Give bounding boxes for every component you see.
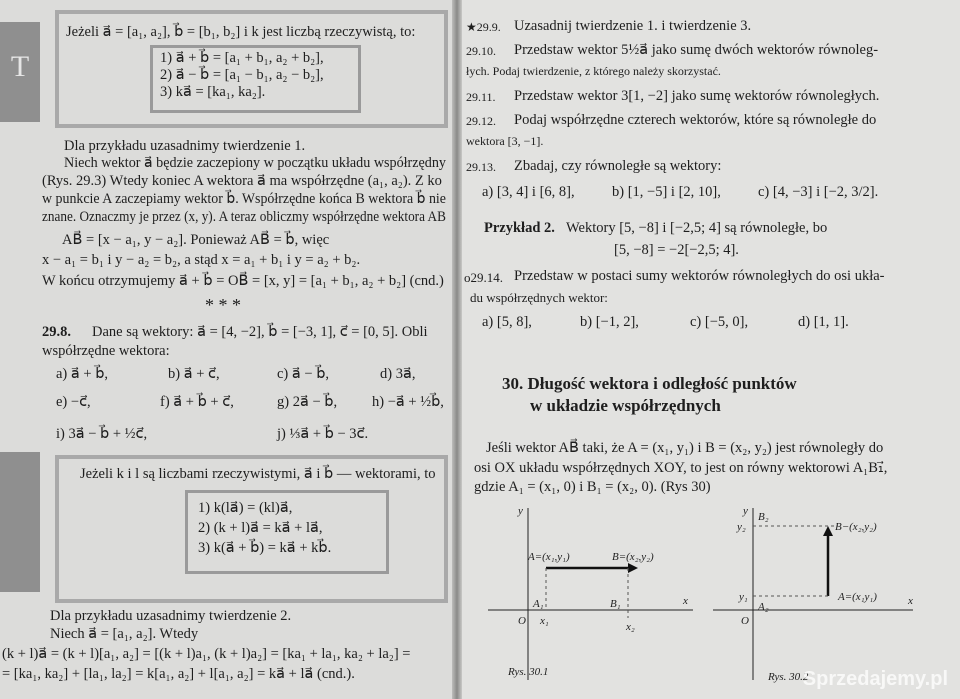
exercise-text: Podaj współrzędne czterech wektorów, które są równoległe do	[514, 112, 877, 128]
exercise-option: j) ⅓a⃗ + b⃗ − 3c⃗.	[277, 426, 369, 442]
exercise-option: b) [−1, 2],	[580, 314, 639, 330]
exercise-option: d) [1, 1].	[798, 314, 849, 330]
section-title: 30. Długość wektora i odległość punktów	[502, 374, 797, 393]
point-a-label: A=(x₁y₁)	[838, 591, 877, 603]
text-line: Dla przykładu uzasadnimy twierdzenie 2.	[50, 608, 292, 624]
point-b2-label: B₂	[758, 511, 769, 523]
exercise-text: Uzasadnij twierdzenie 1. i twierdzenie 3.	[514, 18, 752, 34]
y1-label: y₁	[739, 591, 748, 603]
exercise-option: f) a⃗ + b⃗ + c⃗,	[160, 394, 234, 410]
theorem-item: 2) a⃗ − b⃗ = [a₁ − b₁, a₂ − b₂],	[160, 67, 324, 83]
right-page	[462, 0, 960, 699]
exercise-number: 29.13.	[466, 160, 496, 174]
origin-label: O	[741, 615, 749, 627]
exercise-text: wektora [3, −1].	[466, 134, 544, 148]
exercise-option: b) a⃗ + c⃗,	[168, 366, 220, 382]
text-line: = [ka₁, ka₂] + [la₁, la₂] = k[a₁, a₂] + l[a₁, a₂] = ka⃗ + la⃗ (cnd.).	[2, 666, 355, 682]
example-label: Przykład 2.	[484, 220, 555, 236]
axis-label-x: x	[683, 595, 688, 607]
text-line: (Rys. 29.3) Wtedy koniec A wektora a⃗ ma współrzędne (a₁, a₂). Z ko	[42, 173, 442, 189]
exercise-option: h) −a⃗ + ½b⃗,	[372, 394, 444, 410]
figure-caption: Rys. 30.2	[768, 671, 809, 683]
exercise-option: c) [4, −3] i [−2, 3/2].	[758, 184, 879, 200]
watermark: Sprzedajemy.pl	[802, 668, 948, 690]
axis-label-x: x	[908, 595, 913, 607]
text-line: Jeśli wektor AB⃗ taki, że A = (x₁, y₁) i B = (x₂, y₂) jest równoległy do	[486, 440, 884, 456]
text-line: Niech a⃗ = [a₁, a₂]. Wtedy	[50, 626, 199, 642]
text-line: (k + l)a⃗ = (k + l)[a₁, a₂] = [(k + l)a₁, (k + l)a₂] = [ka₁ + la₁, ka₂ + la₂] =	[2, 646, 411, 662]
exercise-option: i) 3a⃗ − b⃗ + ½c⃗,	[56, 426, 148, 442]
point-a-label: A=(x₁,y₁)	[528, 551, 570, 563]
exercise-option: d) 3a⃗,	[380, 366, 416, 382]
y2-label: y₂	[737, 521, 746, 533]
exercise-option: a) [3, 4] i [6, 8],	[482, 184, 575, 200]
point-b-label: B−(x₂,y₂)	[835, 521, 877, 533]
section-tab-2	[0, 452, 40, 592]
exercise-number: 29.10.	[466, 44, 496, 58]
text-line: w punkcie A zaczepiamy wektor b⃗. Współrzędne końca B wektora b⃗ nie	[42, 191, 446, 207]
exercise-text: Zbadaj, czy równoległe są wektory:	[514, 158, 722, 174]
theorem-item: 1) a⃗ + b⃗ = [a₁ + b₁, a₂ + b₂],	[160, 50, 324, 66]
figure-caption: Rys. 30.1	[508, 666, 549, 678]
separator-stars: * * *	[205, 295, 241, 315]
exercise-text: Przedstaw wektor 5½a⃗ jako sumę dwóch wektorów równoleg-	[514, 42, 879, 58]
theorem-item: 3) ka⃗ = [ka₁, ka₂].	[160, 84, 266, 100]
theorem-intro: Jeżeli a⃗ = [a₁, a₂], b⃗ = [b₁, b₂] i k jest liczbą rzeczywistą, to:	[66, 24, 416, 40]
text-line: znane. Oznaczmy je przez (x, y). A teraz obliczmy współrzędne wektora AB	[42, 209, 446, 225]
section-tab: T	[0, 22, 40, 122]
book-spine	[452, 0, 462, 699]
point-b-label: B=(x₂,y₂)	[612, 551, 654, 563]
theorem-item: 1) k(la⃗) = (kl)a⃗,	[198, 500, 293, 516]
exercise-number: 29.11.	[466, 90, 496, 104]
text-line: Niech wektor a⃗ będzie zaczepiony w początku układu współrzędny	[64, 155, 446, 171]
exercise-text: Przedstaw wektor 3[1, −2] jako sumę wektorów równoległych.	[514, 88, 880, 104]
axis-label-y: y	[518, 505, 523, 517]
point-b1-label: B₁	[610, 598, 621, 610]
exercise-option: c) a⃗ − b⃗,	[277, 366, 330, 382]
text-line: osi OX układu współrzędnych XOY, to jest on równy wektorowi A₁B₁⃗,	[474, 460, 888, 476]
exercise-number: o29.14.	[464, 270, 503, 285]
exercise-option: e) −c⃗,	[56, 394, 91, 410]
theorem-item: 3) k(a⃗ + b⃗) = ka⃗ + kb⃗.	[198, 540, 332, 556]
text-line: W końcu otrzymujemy a⃗ + b⃗ = OB⃗ = [x, y] = [a₁ + b₁, a₂ + b₂] (cnd.)	[42, 273, 444, 289]
example-equation: [5, −8] = −2[−2,5; 4].	[614, 242, 739, 258]
figure-30-1	[478, 500, 708, 690]
exercise-text: współrzędne wektora:	[42, 343, 170, 359]
exercise-option: g) 2a⃗ − b⃗,	[277, 394, 338, 410]
exercise-option: c) [−5, 0],	[690, 314, 749, 330]
text-line: AB⃗ = [x − a₁, y − a₂]. Ponieważ AB⃗ = b⃗, więc	[62, 232, 330, 248]
left-page	[0, 0, 452, 699]
exercise-text: Dane są wektory: a⃗ = [4, −2], b⃗ = [−3, 1], c⃗ = [0, 5]. Obli	[92, 324, 428, 340]
theorem-intro: Jeżeli k i l są liczbami rzeczywistymi, a⃗ i b⃗ — wektorami, to	[80, 466, 436, 482]
exercise-number: 29.12.	[466, 114, 496, 128]
exercise-number: 29.8.	[42, 324, 71, 340]
text-line: x − a₁ = b₁ i y − a₂ = b₂, a stąd x = a₁ + b₁ i y = a₂ + b₂.	[42, 252, 361, 268]
exercise-text: łych. Podaj twierdzenie, z którego należy skorzystać.	[466, 64, 721, 78]
axis-label-y: y	[743, 505, 748, 517]
exercise-option: b) [1, −5] i [2, 10],	[612, 184, 721, 200]
exercise-number: ★29.9.	[466, 20, 501, 34]
example-text: Wektory [5, −8] i [−2,5; 4] są równoległe, bo	[566, 220, 828, 236]
text-line: gdzie A₁ = (x₁, 0) i B₁ = (x₂, 0). (Rys 30)	[474, 479, 711, 495]
point-a1-label: A₁	[533, 598, 544, 610]
exercise-option: a) [5, 8],	[482, 314, 532, 330]
section-title: w układzie współrzędnych	[530, 396, 721, 415]
x1-label: x₁	[540, 615, 549, 627]
x2-label: x₂	[626, 621, 635, 633]
text-line: Dla przykładu uzasadnimy twierdzenie 1.	[64, 138, 306, 154]
exercise-text: du współrzędnych wektor:	[470, 290, 608, 305]
point-a2-label: A₂	[758, 601, 769, 613]
origin-label: O	[518, 615, 526, 627]
exercise-option: a) a⃗ + b⃗,	[56, 366, 109, 382]
exercise-text: Przedstaw w postaci sumy wektorów równoległych do osi ukła-	[514, 268, 885, 284]
figure-30-2	[713, 500, 958, 690]
theorem-item: 2) (k + l)a⃗ = ka⃗ + la⃗,	[198, 520, 323, 536]
